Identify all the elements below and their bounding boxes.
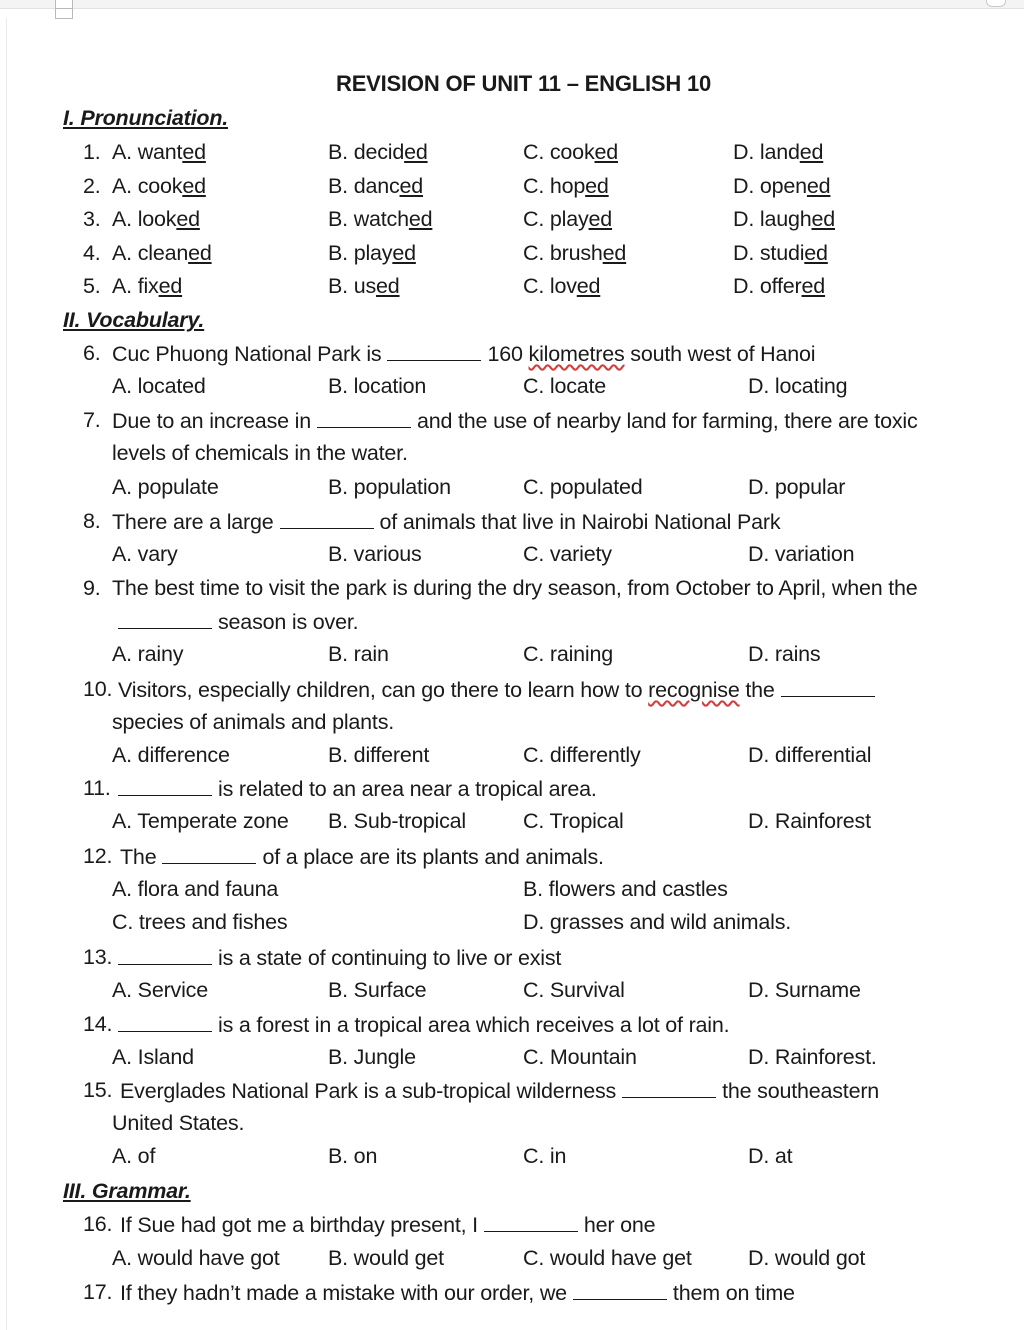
option-b: B. Surface <box>328 978 427 1002</box>
option-b: B. Sub-tropical <box>328 809 467 833</box>
question-number: 6. <box>83 341 101 365</box>
option-a: A. flora and fauna <box>112 877 279 901</box>
option-b: B. population <box>328 475 451 499</box>
question-number: 4. <box>83 241 101 265</box>
page-edge <box>6 18 7 1330</box>
option-b: B. watched <box>328 207 433 231</box>
option-b: B. danced <box>328 174 424 198</box>
question-number: 7. <box>83 408 101 432</box>
question-text: is a state of continuing to live or exist <box>112 944 561 971</box>
option-c: C. raining <box>523 642 614 666</box>
option-d: D. locating <box>748 374 848 398</box>
option-a: A. difference <box>112 743 230 767</box>
answer-blank[interactable] <box>118 608 212 629</box>
page-corner-marker-icon <box>986 0 1006 7</box>
page-corner-marker-icon <box>55 0 73 19</box>
option-d: D. offered <box>733 274 826 298</box>
answer-blank[interactable] <box>387 340 481 361</box>
question-text-line-2: species of animals and plants. <box>112 710 395 734</box>
question-number: 10. <box>83 677 113 701</box>
option-b: B. decided <box>328 140 428 164</box>
option-d: D. landed <box>733 140 824 164</box>
option-b: B. rain <box>328 642 389 666</box>
question-number: 9. <box>83 576 101 600</box>
answer-blank[interactable] <box>317 407 411 428</box>
question-text: The of a place are its plants and animals. <box>120 845 604 869</box>
option-c: C. differently <box>523 743 641 767</box>
option-c: C. hoped <box>523 174 609 198</box>
option-b: B. different <box>328 743 430 767</box>
question-number: 11. <box>83 776 111 800</box>
question-text-line-2: season is over. <box>112 608 358 635</box>
section-heading-grammar: III. Grammar. <box>63 1179 191 1203</box>
option-a: A. would have got <box>112 1246 280 1270</box>
question-number: 13. <box>83 945 113 969</box>
option-c: C. played <box>523 207 613 231</box>
question-text: If Sue had got me a birthday present, I her one <box>120 1213 656 1237</box>
question-text: Visitors, especially children, can go there to learn how to recognise the <box>118 676 881 703</box>
question-text: The best time to visit the park is during the dry season, from October to April, when the <box>112 576 918 600</box>
option-b: B. flowers and castles <box>523 877 728 901</box>
option-a: A. wanted <box>112 140 206 164</box>
option-c: C. variety <box>523 542 612 566</box>
option-a: A. rainy <box>112 642 184 666</box>
option-c: C. trees and fishes <box>112 910 288 934</box>
option-c: C. Tropical <box>523 809 624 833</box>
option-d: D. opened <box>733 174 831 198</box>
question-text: If they hadn’t made a mistake with our order, we them on time <box>120 1281 795 1305</box>
answer-blank[interactable] <box>573 1279 667 1300</box>
option-c: C. brushed <box>523 241 627 265</box>
question-text-line-2: United States. <box>112 1111 245 1135</box>
option-a: A. looked <box>112 207 200 231</box>
option-d: D. at <box>748 1144 793 1168</box>
question-number: 15. <box>83 1078 113 1102</box>
option-c: C. populated <box>523 475 643 499</box>
answer-blank[interactable] <box>781 676 875 697</box>
answer-blank[interactable] <box>484 1211 578 1232</box>
question-number: 1. <box>83 140 101 164</box>
option-b: B. on <box>328 1144 378 1168</box>
option-d: D. would got <box>748 1246 866 1270</box>
question-number: 5. <box>83 274 101 298</box>
option-d: D. rains <box>748 642 821 666</box>
option-c: C. in <box>523 1144 567 1168</box>
option-d: D. variation <box>748 542 855 566</box>
answer-blank[interactable] <box>118 944 212 965</box>
question-number: 16. <box>83 1212 113 1236</box>
question-number: 2. <box>83 174 101 198</box>
option-a: A. of <box>112 1144 156 1168</box>
question-number: 14. <box>83 1012 113 1036</box>
answer-blank[interactable] <box>280 508 374 529</box>
section-heading-vocabulary: II. Vocabulary. <box>63 308 205 332</box>
question-text: is a forest in a tropical area which receives a lot of rain. <box>112 1011 729 1038</box>
option-c: C. Mountain <box>523 1045 637 1069</box>
option-b: B. various <box>328 542 422 566</box>
option-a: A. populate <box>112 475 219 499</box>
answer-blank[interactable] <box>622 1077 716 1098</box>
option-a: A. cooked <box>112 174 206 198</box>
question-text: There are a large of animals that live in Nairobi National Park <box>112 510 781 534</box>
window-top-bar <box>0 0 1024 9</box>
option-c: C. would have get <box>523 1246 692 1270</box>
question-text: Cuc Phuong National Park is 160 kilometres south west of Hanoi <box>112 342 816 366</box>
question-number: 17. <box>83 1280 113 1304</box>
option-c: C. locate <box>523 374 607 398</box>
question-text: Due to an increase in and the use of nearby land for farming, there are toxic <box>112 409 918 433</box>
option-d: D. grasses and wild animals. <box>523 910 792 934</box>
option-a: A. cleaned <box>112 241 212 265</box>
option-a: A. fixed <box>112 274 183 298</box>
option-b: B. played <box>328 241 416 265</box>
option-b: B. used <box>328 274 400 298</box>
question-text: is related to an area near a tropical area. <box>112 775 597 802</box>
option-c: C. Survival <box>523 978 625 1002</box>
option-b: B. would get <box>328 1246 444 1270</box>
answer-blank[interactable] <box>118 1011 212 1032</box>
option-d: D. Surname <box>748 978 861 1002</box>
option-d: D. differential <box>748 743 872 767</box>
option-d: D. popular <box>748 475 846 499</box>
option-a: A. Temperate zone <box>112 809 289 833</box>
question-text-line-2: levels of chemicals in the water. <box>112 441 408 465</box>
option-d: D. studied <box>733 241 828 265</box>
option-c: C. cooked <box>523 140 619 164</box>
option-a: A. located <box>112 374 206 398</box>
option-a: A. vary <box>112 542 178 566</box>
option-a: A. Service <box>112 978 208 1002</box>
answer-blank[interactable] <box>162 843 256 864</box>
option-d: D. Rainforest. <box>748 1045 877 1069</box>
section-heading-pronunciation: I. Pronunciation. <box>63 106 229 130</box>
question-number: 3. <box>83 207 101 231</box>
question-number: 12. <box>83 844 113 868</box>
question-text: Everglades National Park is a sub-tropical wilderness the southeastern <box>120 1079 880 1103</box>
page-title: REVISION OF UNIT 11 – ENGLISH 10 <box>336 71 712 96</box>
question-number: 8. <box>83 509 101 533</box>
option-b: B. Jungle <box>328 1045 416 1069</box>
option-c: C. loved <box>523 274 601 298</box>
option-d: D. Rainforest <box>748 809 871 833</box>
option-d: D. laughed <box>733 207 835 231</box>
option-b: B. location <box>328 374 427 398</box>
option-a: A. Island <box>112 1045 194 1069</box>
answer-blank[interactable] <box>118 775 212 796</box>
